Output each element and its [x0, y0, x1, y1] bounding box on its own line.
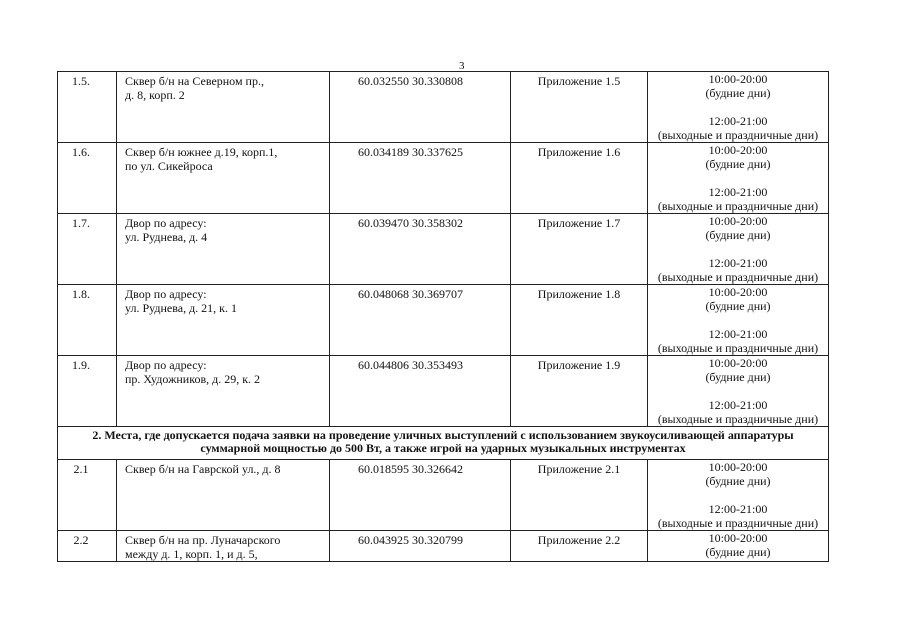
- table-row: [58, 460, 829, 531]
- address-line: д. 8, корп. 2: [125, 88, 185, 102]
- appendix-cell: Приложение 1.7: [511, 214, 648, 285]
- schedule-gap: [648, 313, 828, 327]
- address-cell: [117, 72, 330, 143]
- address-cell: [117, 460, 330, 531]
- schedule-gap: [648, 242, 828, 256]
- schedule-gap: [648, 384, 828, 398]
- weekend-label: (выходные и праздничные дни): [657, 341, 819, 355]
- address-cell: [117, 143, 330, 214]
- coordinates-text: 60.034189 30.337625: [358, 145, 463, 159]
- appendix-cell: Приложение 1.6: [511, 143, 648, 214]
- table-row: [58, 531, 829, 562]
- weekday-time: 10:00-20:00: [708, 214, 768, 228]
- coordinates-cell: [330, 214, 511, 285]
- weekday-time: 10:00-20:00: [708, 285, 768, 299]
- address-line: Сквер б/н на Северном пр.,: [125, 74, 264, 88]
- address-line: Сквер б/н южнее д.19, корп.1,: [125, 145, 278, 159]
- page-number: 3: [459, 60, 465, 72]
- weekday-time: 10:00-20:00: [708, 460, 768, 474]
- schedule-cell: [648, 72, 829, 143]
- coordinates-text: 60.043925 30.320799: [358, 533, 463, 547]
- weekend-time: 12:00-21:00: [708, 398, 768, 412]
- address-cell: [117, 285, 330, 356]
- address-cell: [117, 214, 330, 285]
- coordinates-cell: [330, 143, 511, 214]
- coordinates-cell: [330, 460, 511, 531]
- weekday-label: (будние дни): [705, 228, 771, 242]
- row-number: 1.6.: [58, 143, 117, 214]
- weekend-label: (выходные и праздничные дни): [657, 199, 819, 213]
- coordinates-text: 60.032550 30.330808: [358, 74, 463, 88]
- weekend-label: (выходные и праздничные дни): [657, 516, 819, 530]
- weekend-label: (выходные и праздничные дни): [657, 412, 819, 426]
- coordinates-text: 60.018595 30.326642: [358, 462, 463, 476]
- row-number: 2.1: [58, 460, 117, 531]
- table-row: [58, 143, 829, 214]
- weekday-label: (будние дни): [705, 370, 771, 384]
- table-row: [58, 356, 829, 427]
- row-number: 2.2: [58, 531, 117, 562]
- weekend-time: 12:00-21:00: [708, 327, 768, 341]
- weekend-time: 12:00-21:00: [708, 185, 768, 199]
- address-line: Двор по адресу:: [125, 358, 207, 372]
- address-line: Двор по адресу:: [125, 287, 207, 301]
- schedule-gap: [648, 100, 828, 114]
- address-line: ул. Руднева, д. 4: [125, 230, 208, 244]
- weekday-label: (будние дни): [705, 157, 771, 171]
- address-line: ул. Руднева, д. 21, к. 1: [125, 301, 238, 315]
- section-heading: 2. Места, где допускается подача заявки на проведение уличных выступлений с использованием звукоусиливающей аппаратуры суммарной мощностью до 500 Вт, а также игрой на ударных музыкальных инструментах: [58, 427, 829, 460]
- address-line: по ул. Сикейроса: [125, 159, 213, 173]
- appendix-cell: Приложение 1.8: [511, 285, 648, 356]
- row-number: 1.8.: [58, 285, 117, 356]
- address-line: Сквер б/н на Гаврской ул., д. 8: [125, 462, 281, 476]
- table-row: [58, 285, 829, 356]
- schedule-cell: [648, 531, 829, 562]
- coordinates-cell: [330, 72, 511, 143]
- coordinates-cell: [330, 285, 511, 356]
- weekend-time: 12:00-21:00: [708, 256, 768, 270]
- schedule-gap: [648, 171, 828, 185]
- row-number: 1.9.: [58, 356, 117, 427]
- table-row: [58, 72, 829, 143]
- appendix-cell: Приложение 2.2: [511, 531, 648, 562]
- weekday-time: 10:00-20:00: [708, 356, 768, 370]
- weekday-label: (будние дни): [705, 545, 771, 559]
- row-number: 1.7.: [58, 214, 117, 285]
- weekday-label: (будние дни): [705, 86, 771, 100]
- appendix-cell: Приложение 1.5: [511, 72, 648, 143]
- address-line: Двор по адресу:: [125, 216, 207, 230]
- weekday-time: 10:00-20:00: [708, 143, 768, 157]
- section-row: [58, 427, 829, 460]
- address-cell: [117, 531, 330, 562]
- weekday-label: (будние дни): [705, 299, 771, 313]
- coordinates-text: 60.048068 30.369707: [358, 287, 463, 301]
- address-line: пр. Художников, д. 29, к. 2: [125, 372, 261, 386]
- schedule-cell: [648, 356, 829, 427]
- weekend-time: 12:00-21:00: [708, 114, 768, 128]
- table-row: [58, 214, 829, 285]
- schedule-cell: [648, 460, 829, 531]
- weekday-label: (будние дни): [705, 474, 771, 488]
- address-line: между д. 1, корп. 1, и д. 5,: [125, 547, 258, 561]
- appendix-cell: Приложение 1.9: [511, 356, 648, 427]
- weekend-time: 12:00-21:00: [708, 502, 768, 516]
- schedule-cell: [648, 214, 829, 285]
- coordinates-cell: [330, 531, 511, 562]
- schedule-cell: [648, 285, 829, 356]
- coordinates-cell: [330, 356, 511, 427]
- address-line: Сквер б/н на пр. Луначарского: [125, 533, 281, 547]
- coordinates-text: 60.044806 30.353493: [358, 358, 463, 372]
- locations-table: [57, 71, 829, 562]
- weekend-label: (выходные и праздничные дни): [657, 128, 819, 142]
- schedule-gap: [648, 488, 828, 502]
- schedule-cell: [648, 143, 829, 214]
- coordinates-text: 60.039470 30.358302: [358, 216, 463, 230]
- weekend-label: (выходные и праздничные дни): [657, 270, 819, 284]
- weekday-time: 10:00-20:00: [708, 531, 768, 545]
- weekday-time: 10:00-20:00: [708, 72, 768, 86]
- appendix-cell: Приложение 2.1: [511, 460, 648, 531]
- row-number: 1.5.: [58, 72, 117, 143]
- address-cell: [117, 356, 330, 427]
